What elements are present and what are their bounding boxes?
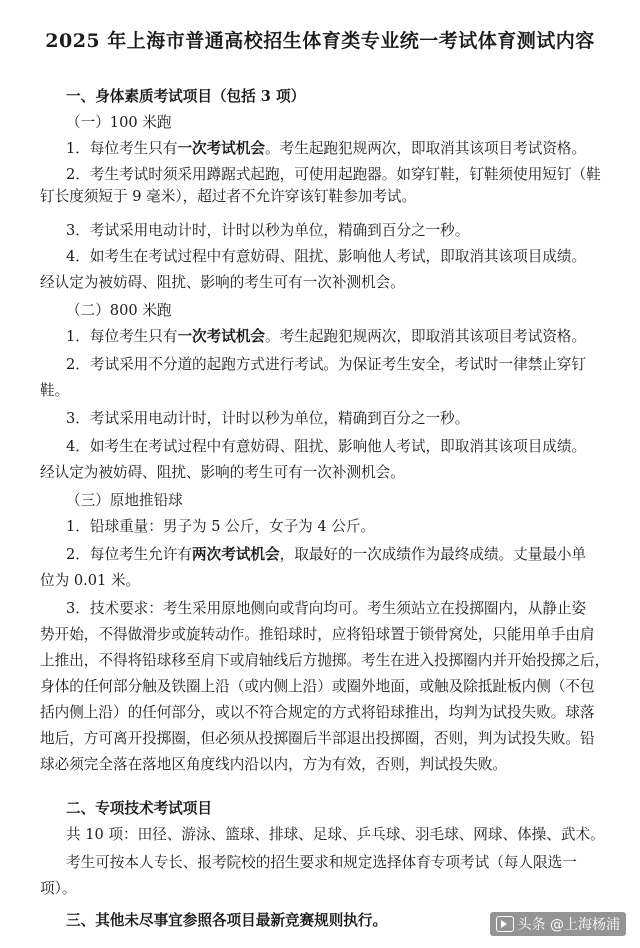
sub3-line3f: 地后，方可离开投掷圈，但必须从投掷圈后半部退出投掷圈，否则，判为试投失败。铅 (40, 730, 595, 747)
text: 1．每位考生只有 (66, 328, 178, 345)
section1-heading: 一、身体素质考试项目（包括 3 项） (66, 88, 306, 105)
sub3-line2 (66, 546, 586, 564)
section2-line2: 考生可按本人专长、报考院校的招生要求和规定选择体育专项考试（每人限选一 (66, 854, 577, 871)
sub1-line4b: 经认定为被妨碍、阻扰、影响的考生可有一次补测机会。 (40, 274, 405, 291)
sub3-line3e: 括内侧上沿）的任何部分，或以不符合规定的方式将铅球推出，均判为试投失败。球落 (40, 704, 595, 721)
sub1-line2b: 钉长度须短于 9 毫米），超过者不允许穿该钉鞋参加考试。 (40, 188, 417, 205)
sub2-line2: 2．考试采用不分道的起跑方式进行考试。为保证考生安全，考试时一律禁止穿钉 (66, 356, 587, 373)
emphasis: 一次考试机会 (177, 140, 266, 157)
emphasis: 两次考试机会 (192, 546, 280, 563)
sub3-line3: 3．技术要求：考生采用原地侧向或背向均可。考生须站立在投掷圈内，从静止姿 (66, 600, 587, 617)
toutiao-logo-icon (496, 916, 514, 932)
sub3-line3d: 身体的任何部分触及铁圈上沿（或内侧上沿）或圈外地面，或触及除抵趾板内侧（不包 (40, 678, 595, 695)
watermark-text: 头条 @上海杨浦 (517, 917, 620, 933)
sub3-line2b: 位为 0.01 米。 (40, 572, 141, 589)
sub3-heading: （三）原地推铅球 (66, 492, 183, 509)
sub1-line2: 2．考生考试时须采用蹲踞式起跑，可使用起跑器。如穿钉鞋，钉鞋须使用短钉（鞋 (66, 166, 601, 183)
sub1-line4: 4．如考生在考试过程中有意妨碍、阻扰、影响他人考试，即取消其该项目成绩。 (66, 248, 587, 265)
section2-heading: 二、专项技术考试项目 (66, 800, 212, 817)
sub1-line1 (66, 140, 586, 158)
watermark-badge (490, 912, 626, 936)
document-title: 2025 年上海市普通高校招生体育类专业统一考试体育测试内容 (45, 30, 595, 52)
text: 。考生起跑犯规两次，即取消其该项目考试资格。 (265, 140, 587, 157)
sub3-line3g: 球必须完全落在落地区角度线内沿以内，方为有效，否则，判试投失败。 (40, 756, 508, 773)
sub3-line1: 1．铅球重量：男子为 5 公斤，女子为 4 公斤。 (66, 518, 376, 535)
section2-line2b: 项）。 (40, 880, 77, 897)
sub3-line3c: 上推出，不得将铅球移至肩下或肩轴线后方抛掷。考生在进入投掷圈内并开始投掷之后， (40, 652, 610, 669)
sub3-line3b: 势开始，不得做滑步或旋转动作。推铅球时，应将铅球置于锁骨窝处，只能用单手由肩 (40, 626, 595, 643)
text: 2．每位考生允许有 (66, 546, 193, 563)
sub2-line2b: 鞋。 (40, 382, 70, 399)
text: ，取最好的一次成绩作为最终成绩。丈量最小单 (279, 546, 587, 563)
sub2-line3: 3．考试采用电动计时，计时以秒为单位，精确到百分之一秒。 (66, 410, 470, 427)
sub1-heading: （一）100 米跑 (66, 114, 172, 131)
text: 1．每位考生只有 (66, 140, 178, 157)
emphasis: 一次考试机会 (177, 328, 266, 345)
sub2-line4: 4．如考生在考试过程中有意妨碍、阻扰、影响他人考试，即取消其该项目成绩。 (66, 438, 587, 455)
sub2-line4b: 经认定为被妨碍、阻扰、影响的考生可有一次补测机会。 (40, 464, 405, 481)
sub2-line1 (66, 328, 586, 346)
sub2-heading: （二）800 米跑 (66, 302, 172, 319)
section2-line1: 共 10 项：田径、游泳、篮球、排球、足球、乒乓球、羽毛球、网球、体操、武术。 (66, 826, 605, 843)
sub1-line3: 3．考试采用电动计时，计时以秒为单位，精确到百分之一秒。 (66, 222, 470, 239)
text: 。考生起跑犯规两次，即取消其该项目考试资格。 (265, 328, 587, 345)
section3-heading: 三、其他未尽事宜参照各项目最新竞赛规则执行。 (66, 912, 388, 929)
